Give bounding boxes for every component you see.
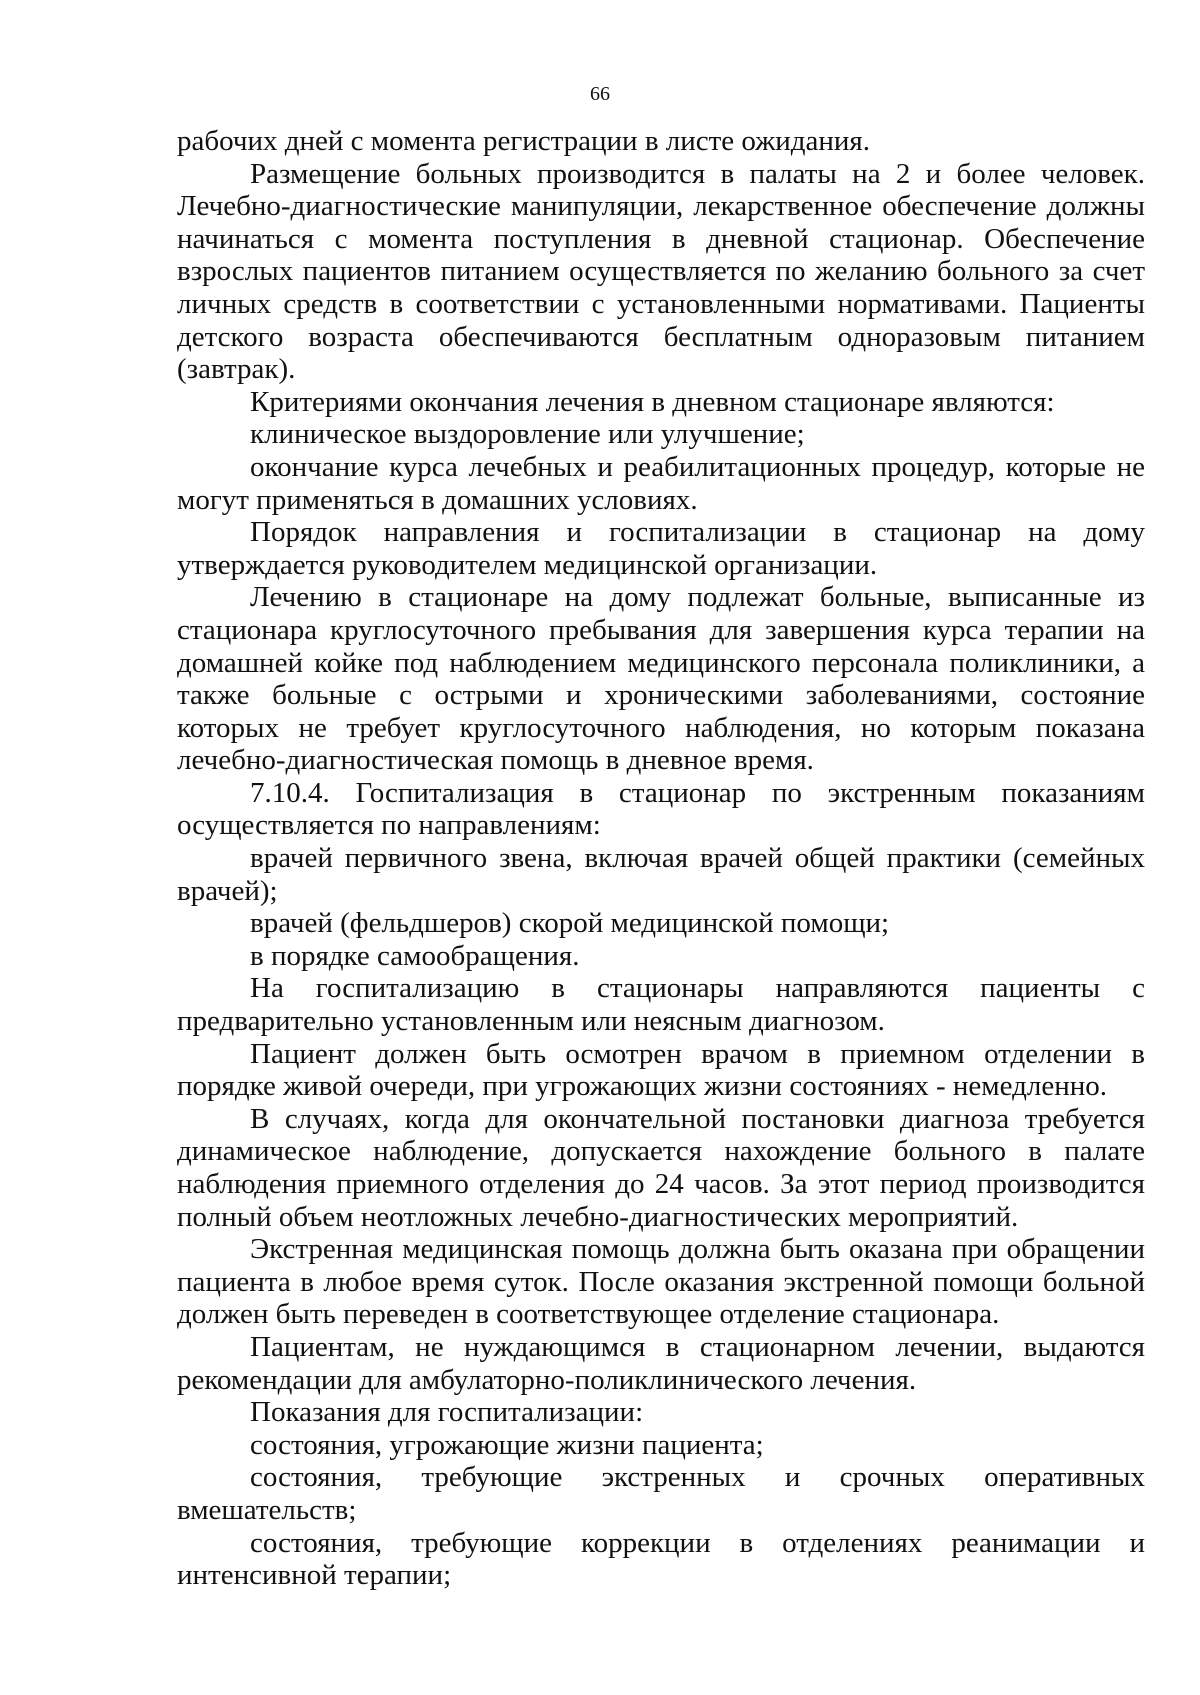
paragraph: врачей первичного звена, включая врачей общей практики (семейных врачей); [177, 842, 1145, 907]
paragraph: В случаях, когда для окончательной постановки диагноза требуется динамическое наблюдение, допускается нахождение больного в палате наблюдения приемного отделения до 24 часов. За этот период производится полный объем неотложных лечебно-диагностических мероприятий. [177, 1102, 1145, 1233]
paragraph: в порядке самообращения. [250, 939, 580, 972]
paragraph: состояния, требующие экстренных и срочных оперативных вмешательств; [177, 1461, 1145, 1526]
paragraph: Критериями окончания лечения в дневном стационаре являются: [250, 385, 1055, 418]
paragraph: 7.10.4. Госпитализация в стационар по экстренным показаниям осуществляется по направлениям: [177, 776, 1145, 842]
paragraph: состояния, угрожающие жизни пациента; [250, 1428, 764, 1461]
paragraph: Пациент должен быть осмотрен врачом в приемном отделении в порядке живой очереди, при угрожающих жизни состояниях - немедленно. [177, 1037, 1145, 1103]
paragraph: состояния, требующие коррекции в отделениях реанимации и интенсивной терапии; [177, 1526, 1145, 1592]
paragraph: Экстренная медицинская помощь должна быть оказана при обращении пациента в любое время суток. После оказания экстренной помощи больной должен быть переведен в соответствующее отделение стационара. [177, 1233, 1145, 1331]
paragraph: Размещение больных производится в палаты на 2 и более человек. Лечебно-диагностические манипуляции, лекарственное обеспечение должны начинаться с момента поступления в дневной стационар. Обеспечение взрослых пациентов питанием осуществляется по желанию больного за счет личных средств в соответствии с установленными нормативами. Пациенты детского возраста обеспечиваются бесплатным одноразовым питанием (завтрак). [177, 157, 1145, 386]
paragraph: рабочих дней с момента регистрации в листе ожидания. [177, 125, 871, 157]
document-body [177, 125, 1145, 1592]
paragraph: Лечению в стационаре на дому подлежат больные, выписанные из стационара круглосуточного пребывания для завершения курса терапии на домашней койке под наблюдением медицинского персонала поликлиники, а также больные с острыми и хроническими заболеваниями, состояние которых не требует круглосуточного наблюдения, но которым показана лечебно-диагностическая помощь в дневное время. [177, 581, 1145, 777]
paragraph: На госпитализацию в стационары направляются пациенты с предварительно установленным или неясным диагнозом. [177, 972, 1145, 1038]
paragraph: клиническое выздоровление или улучшение; [250, 418, 805, 451]
paragraph: Пациентам, не нуждающимся в стационарном лечении, выдаются рекомендации для амбулаторно-поликлинического лечения. [177, 1330, 1145, 1396]
page-number: 66 [590, 83, 610, 105]
paragraph: Порядок направления и госпитализации в стационар на дому утверждается руководителем медицинской организации. [177, 516, 1145, 581]
paragraph: Показания для госпитализации: [250, 1396, 644, 1429]
paragraph: окончание курса лечебных и реабилитационных процедур, которые не могут применяться в домашних условиях. [177, 450, 1145, 516]
paragraph: врачей (фельдшеров) скорой медицинской помощи; [250, 907, 890, 940]
